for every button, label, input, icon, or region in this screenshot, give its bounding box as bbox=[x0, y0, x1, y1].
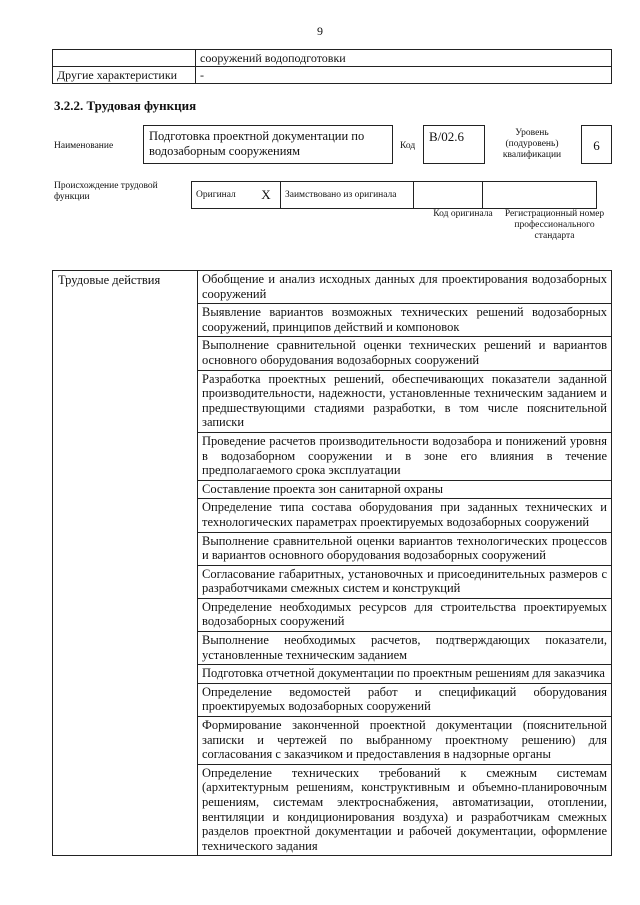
table-row bbox=[53, 271, 612, 304]
reg-number-label: Регистрационный номер профессионального стандарта bbox=[504, 209, 605, 241]
labor-action-item: Разработка проектных решений, обеспечивающих показатели заданной производительности, надежности, установленные техническим заданием и предшествующими стадиями разработки, в том числе пояснительной записки bbox=[198, 370, 612, 432]
origin-table bbox=[191, 181, 597, 209]
name-label: Наименование bbox=[54, 141, 114, 151]
code-original-label: Код оригинала bbox=[433, 209, 493, 219]
labor-action-item: Определение типа состава оборудования при заданных технических и технологических параметрах проектируемых водозаборных сооружений bbox=[198, 499, 612, 532]
table-row bbox=[53, 67, 612, 84]
section-title: 3.2.2. Трудовая функция bbox=[54, 98, 197, 113]
origin-label: Происхождение трудовой функции bbox=[54, 181, 158, 202]
code-label: Код bbox=[400, 141, 416, 151]
labor-action-item: Составление проекта зон санитарной охраны bbox=[198, 480, 612, 499]
code-original-cell bbox=[414, 182, 483, 209]
labor-actions-table bbox=[52, 270, 612, 856]
labor-action-item: Формирование законченной проектной документации (пояснительной записки и чертежей по выбранному проектному решению) для согласования с заказчиком и предоставления в надзорные органы bbox=[198, 717, 612, 765]
labor-action-item: Подготовка отчетной документации по проектным решениям для заказчика bbox=[198, 665, 612, 684]
labor-actions-header: Трудовые действия bbox=[53, 271, 198, 856]
other-characteristics-value: - bbox=[196, 67, 612, 84]
labor-action-item: Выполнение сравнительной оценки вариантов технологических процессов и вариантов основного оборудования водозаборных сооружений bbox=[198, 532, 612, 565]
labor-action-item: Выполнение сравнительной оценки технических решений и вариантов основного оборудования водозаборных сооружений bbox=[198, 337, 612, 370]
qualification-level-value: 6 bbox=[581, 125, 612, 164]
labor-action-item: Определение необходимых ресурсов для строительства проектируемых водозаборных сооружений bbox=[198, 598, 612, 631]
borrowed-label: Заимствовано из оригинала bbox=[281, 182, 414, 209]
reg-number-cell bbox=[483, 182, 597, 209]
qualification-level-label: Уровень (подуровень) квалификации bbox=[502, 128, 562, 160]
page-number: 9 bbox=[317, 24, 323, 38]
labor-action-item: Выявление вариантов возможных технических решений водозаборных сооружений, принципов действий и компоновок bbox=[198, 304, 612, 337]
empty-cell bbox=[53, 50, 196, 67]
labor-action-item: Обобщение и анализ исходных данных для проектирования водозаборных сооружений bbox=[198, 271, 612, 304]
original-label: Оригинал bbox=[192, 182, 253, 209]
original-mark: X bbox=[252, 182, 281, 209]
top-characteristics-table bbox=[52, 49, 612, 84]
function-name-value: Подготовка проектной документации по водозаборным сооружениям bbox=[143, 125, 393, 164]
table-cell: сооружений водоподготовки bbox=[196, 50, 612, 67]
labor-action-item: Определение ведомостей работ и спецификаций оборудования проектируемых водозаборных сооружений bbox=[198, 683, 612, 716]
labor-action-item: Выполнение необходимых расчетов, подтверждающих показатели, установленные техническим заданием bbox=[198, 632, 612, 665]
other-characteristics-label: Другие характеристики bbox=[53, 67, 196, 84]
table-row bbox=[192, 182, 597, 209]
labor-action-item: Согласование габаритных, установочных и присоединительных размеров с разработчиками смежных систем и конструкций bbox=[198, 565, 612, 598]
labor-action-item: Определение технических требований к смежным системам (архитектурным решениям, конструктивным и объемно-планировочным решениям, системам электроснабжения, автоматизации, отоплении, вентиляции и кондиционирования воздуха) и разработчикам смежных разделов проектной документации и рабочей документации, оформление технического задания bbox=[198, 764, 612, 856]
table-row bbox=[53, 50, 612, 67]
function-code-value: B/02.6 bbox=[423, 125, 485, 164]
labor-action-item: Проведение расчетов производительности водозабора и понижений уровня в водозаборном сооружении и в зоне его влияния в течение предполагаемого срока эксплуатации bbox=[198, 432, 612, 480]
